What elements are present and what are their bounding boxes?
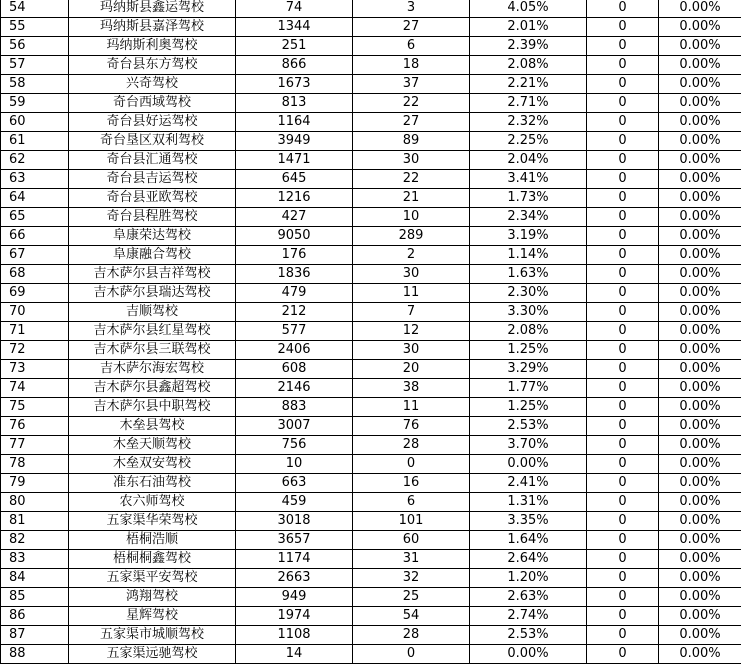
- fail-count-cell: 289: [353, 227, 470, 246]
- total-count-cell: 459: [236, 493, 353, 512]
- table-row: [1, 303, 741, 322]
- table-row: [1, 246, 741, 265]
- accident-rate-cell: 0.00%: [659, 246, 741, 265]
- row-number-cell: 81: [1, 512, 69, 531]
- total-count-cell: 3657: [236, 531, 353, 550]
- accident-rate-cell: 0.00%: [659, 284, 741, 303]
- accident-rate-cell: 0.00%: [659, 113, 741, 132]
- table-row: [1, 265, 741, 284]
- school-name-cell: 星辉驾校: [69, 607, 236, 626]
- table-row: [1, 75, 741, 94]
- accident-rate-cell: 0.00%: [659, 0, 741, 18]
- school-name-cell: 木垒天顺驾校: [69, 436, 236, 455]
- table-row: [1, 56, 741, 75]
- accident-count-cell: 0: [587, 588, 659, 607]
- table-row: [1, 607, 741, 626]
- row-number-cell: 77: [1, 436, 69, 455]
- fail-count-cell: 0: [353, 455, 470, 474]
- accident-count-cell: 0: [587, 436, 659, 455]
- accident-rate-cell: 0.00%: [659, 341, 741, 360]
- row-number-cell: 62: [1, 151, 69, 170]
- fail-rate-cell: 0.00%: [470, 645, 587, 664]
- accident-rate-cell: 0.00%: [659, 151, 741, 170]
- total-count-cell: 1471: [236, 151, 353, 170]
- table-row: [1, 170, 741, 189]
- accident-rate-cell: 0.00%: [659, 379, 741, 398]
- fail-count-cell: 11: [353, 398, 470, 417]
- table-row: [1, 455, 741, 474]
- school-name-cell: 五家渠平安驾校: [69, 569, 236, 588]
- accident-rate-cell: 0.00%: [659, 455, 741, 474]
- fail-count-cell: 6: [353, 37, 470, 56]
- fail-rate-cell: 1.25%: [470, 341, 587, 360]
- total-count-cell: 2146: [236, 379, 353, 398]
- fail-rate-cell: 1.63%: [470, 265, 587, 284]
- total-count-cell: 1164: [236, 113, 353, 132]
- accident-rate-cell: 0.00%: [659, 436, 741, 455]
- table-row: [1, 37, 741, 56]
- accident-count-cell: 0: [587, 56, 659, 75]
- total-count-cell: 1108: [236, 626, 353, 645]
- school-name-cell: 五家渠华荣驾校: [69, 512, 236, 531]
- fail-rate-cell: 4.05%: [470, 0, 587, 18]
- fail-count-cell: 25: [353, 588, 470, 607]
- total-count-cell: 9050: [236, 227, 353, 246]
- fail-rate-cell: 3.70%: [470, 436, 587, 455]
- accident-count-cell: 0: [587, 208, 659, 227]
- fail-rate-cell: 1.20%: [470, 569, 587, 588]
- fail-count-cell: 2: [353, 246, 470, 265]
- fail-count-cell: 38: [353, 379, 470, 398]
- school-name-cell: 吉木萨尔县中职驾校: [69, 398, 236, 417]
- accident-rate-cell: 0.00%: [659, 626, 741, 645]
- accident-count-cell: 0: [587, 398, 659, 417]
- fail-rate-cell: 1.77%: [470, 379, 587, 398]
- fail-rate-cell: 2.01%: [470, 18, 587, 37]
- accident-count-cell: 0: [587, 132, 659, 151]
- accident-rate-cell: 0.00%: [659, 569, 741, 588]
- accident-rate-cell: 0.00%: [659, 75, 741, 94]
- table-row: [1, 132, 741, 151]
- row-number-cell: 66: [1, 227, 69, 246]
- row-number-cell: 75: [1, 398, 69, 417]
- school-name-cell: 奇台县好运驾校: [69, 113, 236, 132]
- row-number-cell: 64: [1, 189, 69, 208]
- row-number-cell: 80: [1, 493, 69, 512]
- accident-count-cell: 0: [587, 493, 659, 512]
- fail-count-cell: 11: [353, 284, 470, 303]
- row-number-cell: 84: [1, 569, 69, 588]
- fail-rate-cell: 3.30%: [470, 303, 587, 322]
- total-count-cell: 3949: [236, 132, 353, 151]
- fail-rate-cell: 2.30%: [470, 284, 587, 303]
- fail-rate-cell: 2.74%: [470, 607, 587, 626]
- total-count-cell: 74: [236, 0, 353, 18]
- accident-rate-cell: 0.00%: [659, 227, 741, 246]
- total-count-cell: 427: [236, 208, 353, 227]
- table-row: [1, 493, 741, 512]
- accident-rate-cell: 0.00%: [659, 208, 741, 227]
- total-count-cell: 1974: [236, 607, 353, 626]
- school-name-cell: 奇台县亚欧驾校: [69, 189, 236, 208]
- accident-rate-cell: 0.00%: [659, 398, 741, 417]
- fail-rate-cell: 0.00%: [470, 455, 587, 474]
- total-count-cell: 3007: [236, 417, 353, 436]
- school-name-cell: 吉木萨尔海宏驾校: [69, 360, 236, 379]
- school-name-cell: 奇台西域驾校: [69, 94, 236, 113]
- row-number-cell: 86: [1, 607, 69, 626]
- accident-rate-cell: 0.00%: [659, 512, 741, 531]
- fail-rate-cell: 3.19%: [470, 227, 587, 246]
- school-name-cell: 农六师驾校: [69, 493, 236, 512]
- accident-rate-cell: 0.00%: [659, 531, 741, 550]
- accident-rate-cell: 0.00%: [659, 645, 741, 664]
- school-name-cell: 玛纳斯县嘉泽驾校: [69, 18, 236, 37]
- table-row: [1, 474, 741, 493]
- row-number-cell: 63: [1, 170, 69, 189]
- total-count-cell: 1673: [236, 75, 353, 94]
- fail-count-cell: 76: [353, 417, 470, 436]
- table-row: [1, 436, 741, 455]
- total-count-cell: 608: [236, 360, 353, 379]
- fail-count-cell: 89: [353, 132, 470, 151]
- accident-count-cell: 0: [587, 360, 659, 379]
- fail-count-cell: 10: [353, 208, 470, 227]
- row-number-cell: 70: [1, 303, 69, 322]
- school-name-cell: 吉木萨尔县鑫超驾校: [69, 379, 236, 398]
- row-number-cell: 85: [1, 588, 69, 607]
- fail-rate-cell: 2.08%: [470, 56, 587, 75]
- accident-rate-cell: 0.00%: [659, 493, 741, 512]
- fail-count-cell: 30: [353, 265, 470, 284]
- table-row: [1, 284, 741, 303]
- total-count-cell: 756: [236, 436, 353, 455]
- fail-rate-cell: 1.73%: [470, 189, 587, 208]
- school-name-cell: 木垒县驾校: [69, 417, 236, 436]
- fail-count-cell: 32: [353, 569, 470, 588]
- fail-rate-cell: 2.63%: [470, 588, 587, 607]
- fail-count-cell: 31: [353, 550, 470, 569]
- fail-count-cell: 27: [353, 18, 470, 37]
- fail-rate-cell: 1.14%: [470, 246, 587, 265]
- school-name-cell: 木垒双安驾校: [69, 455, 236, 474]
- fail-count-cell: 3: [353, 0, 470, 18]
- fail-count-cell: 16: [353, 474, 470, 493]
- fail-count-cell: 0: [353, 645, 470, 664]
- total-count-cell: 883: [236, 398, 353, 417]
- table-row: [1, 588, 741, 607]
- accident-rate-cell: 0.00%: [659, 550, 741, 569]
- row-number-cell: 71: [1, 322, 69, 341]
- accident-rate-cell: 0.00%: [659, 360, 741, 379]
- accident-count-cell: 0: [587, 246, 659, 265]
- table-row: [1, 398, 741, 417]
- table-row: [1, 531, 741, 550]
- total-count-cell: 949: [236, 588, 353, 607]
- row-number-cell: 60: [1, 113, 69, 132]
- table-row: [1, 417, 741, 436]
- fail-count-cell: 101: [353, 512, 470, 531]
- accident-rate-cell: 0.00%: [659, 189, 741, 208]
- row-number-cell: 88: [1, 645, 69, 664]
- accident-count-cell: 0: [587, 75, 659, 94]
- school-name-cell: 奇台县东方驾校: [69, 56, 236, 75]
- accident-count-cell: 0: [587, 512, 659, 531]
- fail-rate-cell: 1.31%: [470, 493, 587, 512]
- accident-count-cell: 0: [587, 113, 659, 132]
- accident-count-cell: 0: [587, 37, 659, 56]
- accident-rate-cell: 0.00%: [659, 170, 741, 189]
- fail-count-cell: 30: [353, 151, 470, 170]
- fail-count-cell: 60: [353, 531, 470, 550]
- fail-rate-cell: 2.71%: [470, 94, 587, 113]
- table-row: [1, 512, 741, 531]
- table-row: [1, 0, 741, 18]
- accident-count-cell: 0: [587, 303, 659, 322]
- row-number-cell: 73: [1, 360, 69, 379]
- row-number-cell: 55: [1, 18, 69, 37]
- accident-count-cell: 0: [587, 379, 659, 398]
- row-number-cell: 79: [1, 474, 69, 493]
- row-number-cell: 69: [1, 284, 69, 303]
- accident-count-cell: 0: [587, 265, 659, 284]
- accident-count-cell: 0: [587, 151, 659, 170]
- fail-count-cell: 12: [353, 322, 470, 341]
- accident-count-cell: 0: [587, 18, 659, 37]
- fail-rate-cell: 2.04%: [470, 151, 587, 170]
- accident-count-cell: 0: [587, 569, 659, 588]
- table-row: [1, 227, 741, 246]
- row-number-cell: 58: [1, 75, 69, 94]
- total-count-cell: 1836: [236, 265, 353, 284]
- school-name-cell: 吉木萨尔县吉祥驾校: [69, 265, 236, 284]
- total-count-cell: 212: [236, 303, 353, 322]
- fail-rate-cell: 3.29%: [470, 360, 587, 379]
- school-name-cell: 五家渠远驰驾校: [69, 645, 236, 664]
- fail-count-cell: 37: [353, 75, 470, 94]
- table-row: [1, 379, 741, 398]
- accident-rate-cell: 0.00%: [659, 588, 741, 607]
- row-number-cell: 72: [1, 341, 69, 360]
- total-count-cell: 14: [236, 645, 353, 664]
- fail-count-cell: 22: [353, 94, 470, 113]
- row-number-cell: 54: [1, 0, 69, 18]
- accident-count-cell: 0: [587, 322, 659, 341]
- table-row: [1, 18, 741, 37]
- fail-rate-cell: 2.34%: [470, 208, 587, 227]
- row-number-cell: 56: [1, 37, 69, 56]
- accident-rate-cell: 0.00%: [659, 265, 741, 284]
- row-number-cell: 74: [1, 379, 69, 398]
- accident-rate-cell: 0.00%: [659, 474, 741, 493]
- fail-rate-cell: 2.21%: [470, 75, 587, 94]
- fail-rate-cell: 2.32%: [470, 113, 587, 132]
- fail-count-cell: 7: [353, 303, 470, 322]
- accident-count-cell: 0: [587, 94, 659, 113]
- accident-count-cell: 0: [587, 550, 659, 569]
- table-row: [1, 341, 741, 360]
- fail-rate-cell: 2.25%: [470, 132, 587, 151]
- school-name-cell: 阜康荣达驾校: [69, 227, 236, 246]
- fail-count-cell: 28: [353, 626, 470, 645]
- accident-count-cell: 0: [587, 626, 659, 645]
- school-name-cell: 梧桐桐鑫驾校: [69, 550, 236, 569]
- accident-count-cell: 0: [587, 0, 659, 18]
- row-number-cell: 83: [1, 550, 69, 569]
- total-count-cell: 10: [236, 455, 353, 474]
- accident-count-cell: 0: [587, 455, 659, 474]
- total-count-cell: 479: [236, 284, 353, 303]
- school-name-cell: 阜康融合驾校: [69, 246, 236, 265]
- fail-rate-cell: 3.41%: [470, 170, 587, 189]
- row-number-cell: 68: [1, 265, 69, 284]
- school-name-cell: 梧桐浩顺: [69, 531, 236, 550]
- fail-rate-cell: 3.35%: [470, 512, 587, 531]
- school-name-cell: 兴奇驾校: [69, 75, 236, 94]
- accident-count-cell: 0: [587, 607, 659, 626]
- row-number-cell: 57: [1, 56, 69, 75]
- accident-rate-cell: 0.00%: [659, 132, 741, 151]
- accident-rate-cell: 0.00%: [659, 56, 741, 75]
- fail-count-cell: 21: [353, 189, 470, 208]
- table-row: [1, 151, 741, 170]
- school-name-cell: 准东石油驾校: [69, 474, 236, 493]
- school-name-cell: 五家渠市城顺驾校: [69, 626, 236, 645]
- total-count-cell: 866: [236, 56, 353, 75]
- accident-rate-cell: 0.00%: [659, 322, 741, 341]
- total-count-cell: 2406: [236, 341, 353, 360]
- accident-count-cell: 0: [587, 170, 659, 189]
- row-number-cell: 78: [1, 455, 69, 474]
- school-name-cell: 奇台县程胜驾校: [69, 208, 236, 227]
- table-row: [1, 550, 741, 569]
- fail-rate-cell: 1.64%: [470, 531, 587, 550]
- total-count-cell: 251: [236, 37, 353, 56]
- total-count-cell: 1174: [236, 550, 353, 569]
- school-name-cell: 鸿翔驾校: [69, 588, 236, 607]
- accident-count-cell: 0: [587, 417, 659, 436]
- fail-count-cell: 28: [353, 436, 470, 455]
- fail-rate-cell: 2.08%: [470, 322, 587, 341]
- table-row: [1, 113, 741, 132]
- fail-rate-cell: 2.39%: [470, 37, 587, 56]
- school-name-cell: 吉木萨尔县红星驾校: [69, 322, 236, 341]
- accident-count-cell: 0: [587, 645, 659, 664]
- row-number-cell: 61: [1, 132, 69, 151]
- table-row: [1, 645, 741, 664]
- fail-count-cell: 6: [353, 493, 470, 512]
- accident-rate-cell: 0.00%: [659, 18, 741, 37]
- total-count-cell: 813: [236, 94, 353, 113]
- accident-rate-cell: 0.00%: [659, 37, 741, 56]
- row-number-cell: 65: [1, 208, 69, 227]
- total-count-cell: 1216: [236, 189, 353, 208]
- table-row: [1, 94, 741, 113]
- accident-count-cell: 0: [587, 531, 659, 550]
- fail-count-cell: 18: [353, 56, 470, 75]
- total-count-cell: 577: [236, 322, 353, 341]
- row-number-cell: 82: [1, 531, 69, 550]
- school-name-cell: 玛纳斯利奥驾校: [69, 37, 236, 56]
- fail-rate-cell: 2.53%: [470, 417, 587, 436]
- school-name-cell: 奇台县吉运驾校: [69, 170, 236, 189]
- fail-count-cell: 54: [353, 607, 470, 626]
- fail-count-cell: 20: [353, 360, 470, 379]
- fail-count-cell: 27: [353, 113, 470, 132]
- table-row: [1, 208, 741, 227]
- school-name-cell: 奇台垦区双利驾校: [69, 132, 236, 151]
- accident-rate-cell: 0.00%: [659, 303, 741, 322]
- school-name-cell: 玛纳斯县鑫运驾校: [69, 0, 236, 18]
- row-number-cell: 76: [1, 417, 69, 436]
- total-count-cell: 3018: [236, 512, 353, 531]
- table-body: [1, 0, 741, 664]
- table-row: [1, 189, 741, 208]
- accident-rate-cell: 0.00%: [659, 607, 741, 626]
- accident-count-cell: 0: [587, 341, 659, 360]
- row-number-cell: 87: [1, 626, 69, 645]
- school-name-cell: 吉木萨尔县瑞达驾校: [69, 284, 236, 303]
- fail-rate-cell: 2.64%: [470, 550, 587, 569]
- fail-rate-cell: 2.41%: [470, 474, 587, 493]
- table-row: [1, 360, 741, 379]
- accident-count-cell: 0: [587, 227, 659, 246]
- total-count-cell: 645: [236, 170, 353, 189]
- school-name-cell: 吉顺驾校: [69, 303, 236, 322]
- table-row: [1, 569, 741, 588]
- row-number-cell: 67: [1, 246, 69, 265]
- total-count-cell: 1344: [236, 18, 353, 37]
- accident-count-cell: 0: [587, 474, 659, 493]
- table-row: [1, 626, 741, 645]
- school-name-cell: 奇台县汇通驾校: [69, 151, 236, 170]
- fail-count-cell: 22: [353, 170, 470, 189]
- table-row: [1, 322, 741, 341]
- accident-count-cell: 0: [587, 284, 659, 303]
- fail-rate-cell: 2.53%: [470, 626, 587, 645]
- school-name-cell: 吉木萨尔县三联驾校: [69, 341, 236, 360]
- total-count-cell: 176: [236, 246, 353, 265]
- fail-rate-cell: 1.25%: [470, 398, 587, 417]
- accident-rate-cell: 0.00%: [659, 417, 741, 436]
- accident-rate-cell: 0.00%: [659, 94, 741, 113]
- row-number-cell: 59: [1, 94, 69, 113]
- fail-count-cell: 30: [353, 341, 470, 360]
- accident-count-cell: 0: [587, 189, 659, 208]
- total-count-cell: 663: [236, 474, 353, 493]
- total-count-cell: 2663: [236, 569, 353, 588]
